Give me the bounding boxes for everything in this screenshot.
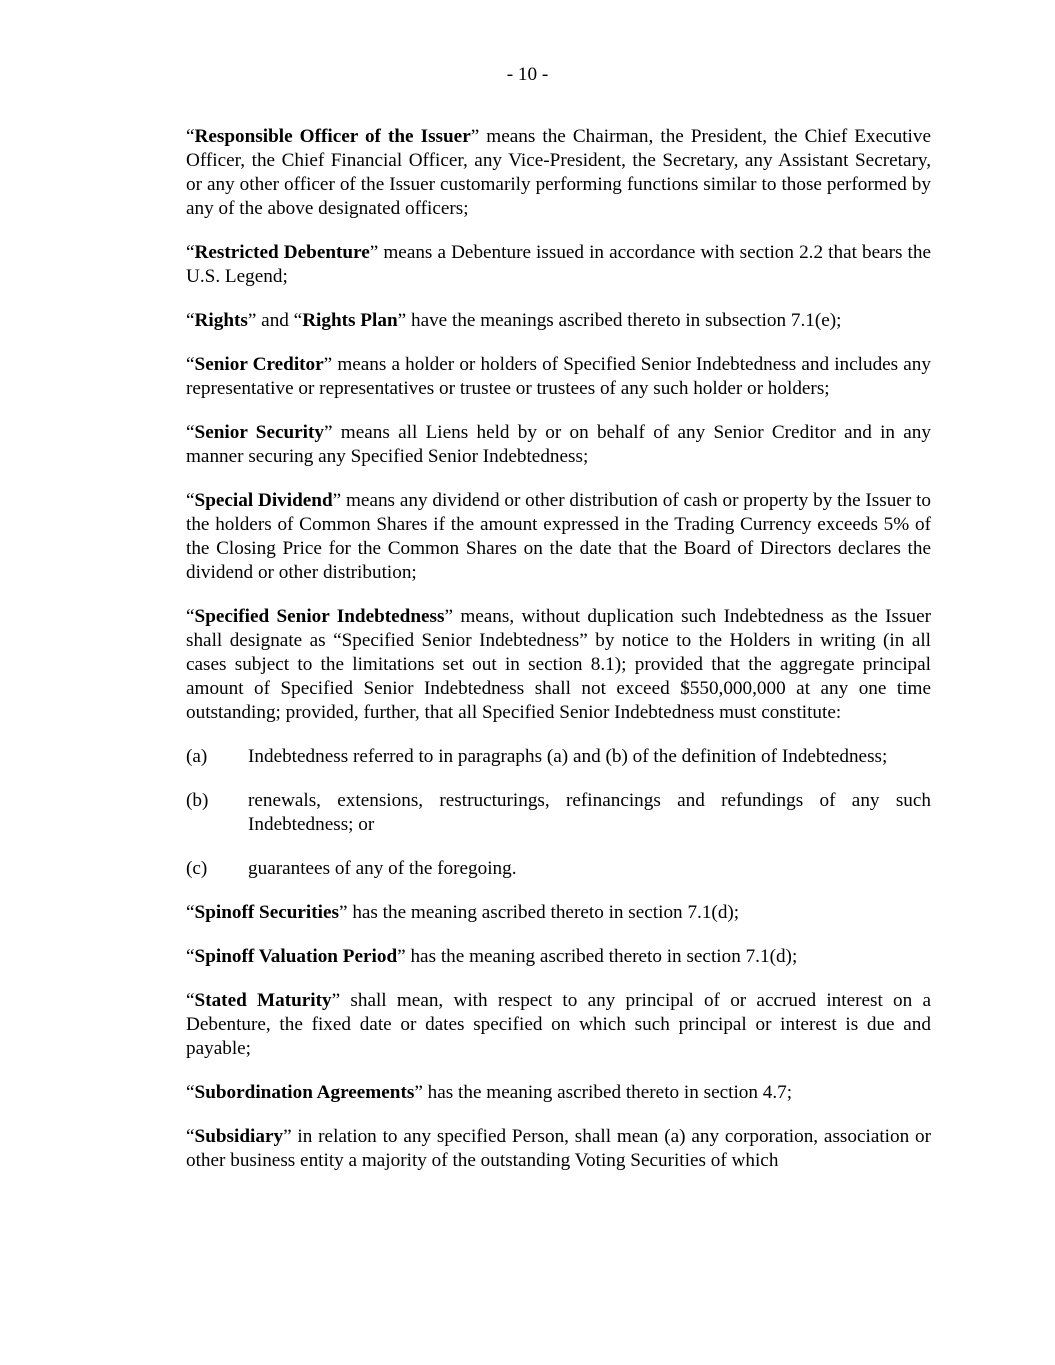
definition-text: has the meaning ascribed thereto in section 7.1(d); bbox=[405, 946, 798, 967]
definition-text: means a Debenture issued in accordance with section 2.2 that bears the U.S. Legend; bbox=[186, 242, 931, 287]
definition-text: means any dividend or other distribution of cash or property by the Issuer to the holders of Common Shares if the amount expressed in the Trading Currency exceeds 5% of the Closing Price for the Common Shares on the date that the Board of Directors declares the dividend or other distribution; bbox=[186, 490, 931, 583]
defined-term: Subsidiary bbox=[194, 1126, 284, 1147]
definition-text: shall mean, with respect to any principal of or accrued interest on a Debenture, the fixed date or dates specified on which such principal or interest is due and payable; bbox=[186, 990, 931, 1059]
defined-term: Senior Security bbox=[194, 422, 324, 443]
list-marker: (c) bbox=[186, 858, 208, 879]
definition-senior-creditor: “Senior Creditor” means a holder or holders of Specified Senior Indebtedness and includes any representative or representatives or trustee or trustees of any such holder or holders; bbox=[186, 354, 931, 399]
definition-text: has the meaning ascribed thereto in section 4.7; bbox=[422, 1082, 793, 1103]
definition-subordination-agreements: “Subordination Agreements” has the meaning ascribed thereto in section 4.7; bbox=[186, 1082, 793, 1103]
defined-term: Specified Senior Indebtedness bbox=[194, 606, 445, 627]
defined-term: Spinoff Securities bbox=[194, 902, 339, 923]
definition-text: means all Liens held by or on behalf of any Senior Creditor and in any manner securing any Specified Senior Indebtedness; bbox=[186, 422, 931, 467]
definition-text: have the meanings ascribed thereto in subsection 7.1(e); bbox=[406, 310, 842, 331]
definition-text: has the meaning ascribed thereto in section 7.1(d); bbox=[347, 902, 740, 923]
defined-term: Rights bbox=[194, 310, 248, 331]
defined-term: Senior Creditor bbox=[194, 354, 324, 375]
list-marker: (a) bbox=[186, 746, 208, 767]
defined-term: Subordination Agreements bbox=[194, 1082, 415, 1103]
list-item-text: Indebtedness referred to in paragraphs (a) and (b) of the definition of Indebtedness; bbox=[248, 746, 888, 767]
list-item-b bbox=[186, 789, 931, 837]
definition-stated-maturity: “Stated Maturity” shall mean, with respect to any principal of or accrued interest on a Debenture, the fixed date or dates specified on which such principal or interest is due and payable; bbox=[186, 990, 931, 1059]
defined-term: Stated Maturity bbox=[194, 990, 332, 1011]
defined-term: Rights Plan bbox=[302, 310, 398, 331]
definition-senior-security: “Senior Security” means all Liens held by or on behalf of any Senior Creditor and in any manner securing any Specified Senior Indebtedness; bbox=[186, 422, 931, 467]
definition-text: means, without duplication such Indebtedness as the Issuer shall designate as “Specified Senior Indebtedness” by notice to the Holders in writing (in all cases subject to the limitations set out in section 8.1); provided that the aggregate principal amount of Specified Senior Indebtedness shall not exceed $550,000,000 at any one time outstanding; provided, further, that all Specified Senior Indebtedness must constitute: bbox=[186, 606, 931, 723]
definitions-section bbox=[186, 125, 931, 1193]
definition-text: means a holder or holders of Specified Senior Indebtedness and includes any representative or representatives or trustee or trustees of any such holder or holders; bbox=[186, 354, 931, 399]
list-item-a bbox=[186, 745, 931, 769]
definition-spinoff-valuation-period: “Spinoff Valuation Period” has the meaning ascribed thereto in section 7.1(d); bbox=[186, 946, 798, 967]
definition-responsible-officer: “Responsible Officer of the Issuer” means the Chairman, the President, the Chief Executive Officer, the Chief Financial Officer, any Vice-President, the Secretary, any Assistant Secretary, or any other officer of the Issuer customarily performing functions similar to those performed by any of the above designated officers; bbox=[186, 126, 931, 219]
defined-term: Spinoff Valuation Period bbox=[194, 946, 398, 967]
definition-specified-senior-indebtedness: “Specified Senior Indebtedness” means, without duplication such Indebtedness as the Issuer shall designate as “Specified Senior Indebtedness” by notice to the Holders in writing (in all cases subject to the limitations set out in section 8.1); provided that the aggregate principal amount of Specified Senior Indebtedness shall not exceed $550,000,000 at any one time outstanding; provided, further, that all Specified Senior Indebtedness must constitute: bbox=[186, 606, 931, 723]
list-item-c bbox=[186, 857, 931, 881]
list-item-text: renewals, extensions, restructurings, refinancings and refundings of any such Indebtedness; or bbox=[248, 790, 931, 835]
definition-text: means the Chairman, the President, the Chief Executive Officer, the Chief Financial Officer, any Vice-President, the Secretary, any Assistant Secretary, or any other officer of the Issuer customarily performing functions similar to those performed by any of the above designated officers; bbox=[186, 126, 931, 219]
definition-subsidiary: “Subsidiary” in relation to any specified Person, shall mean (a) any corporation, association or other business entity a majority of the outstanding Voting Securities of which bbox=[186, 1126, 931, 1171]
definition-special-dividend: “Special Dividend” means any dividend or other distribution of cash or property by the Issuer to the holders of Common Shares if the amount expressed in the Trading Currency exceeds 5% of the Closing Price for the Common Shares on the date that the Board of Directors declares the dividend or other distribution; bbox=[186, 490, 931, 583]
definition-rights: “Rights” and “Rights Plan” have the meanings ascribed thereto in subsection 7.1(e); bbox=[186, 310, 842, 331]
defined-term: Responsible Officer of the Issuer bbox=[194, 126, 471, 147]
definition-restricted-debenture: “Restricted Debenture” means a Debenture issued in accordance with section 2.2 that bears the U.S. Legend; bbox=[186, 242, 931, 287]
page-number: - 10 - bbox=[506, 64, 549, 85]
definition-text: in relation to any specified Person, shall mean (a) any corporation, association or other business entity a majority of the outstanding Voting Securities of which bbox=[186, 1126, 931, 1171]
list-marker: (b) bbox=[186, 790, 209, 811]
defined-term: Restricted Debenture bbox=[194, 242, 370, 263]
defined-term: Special Dividend bbox=[194, 490, 333, 511]
definition-spinoff-securities: “Spinoff Securities” has the meaning ascribed thereto in section 7.1(d); bbox=[186, 902, 740, 923]
list-item-text: guarantees of any of the foregoing. bbox=[248, 858, 517, 879]
